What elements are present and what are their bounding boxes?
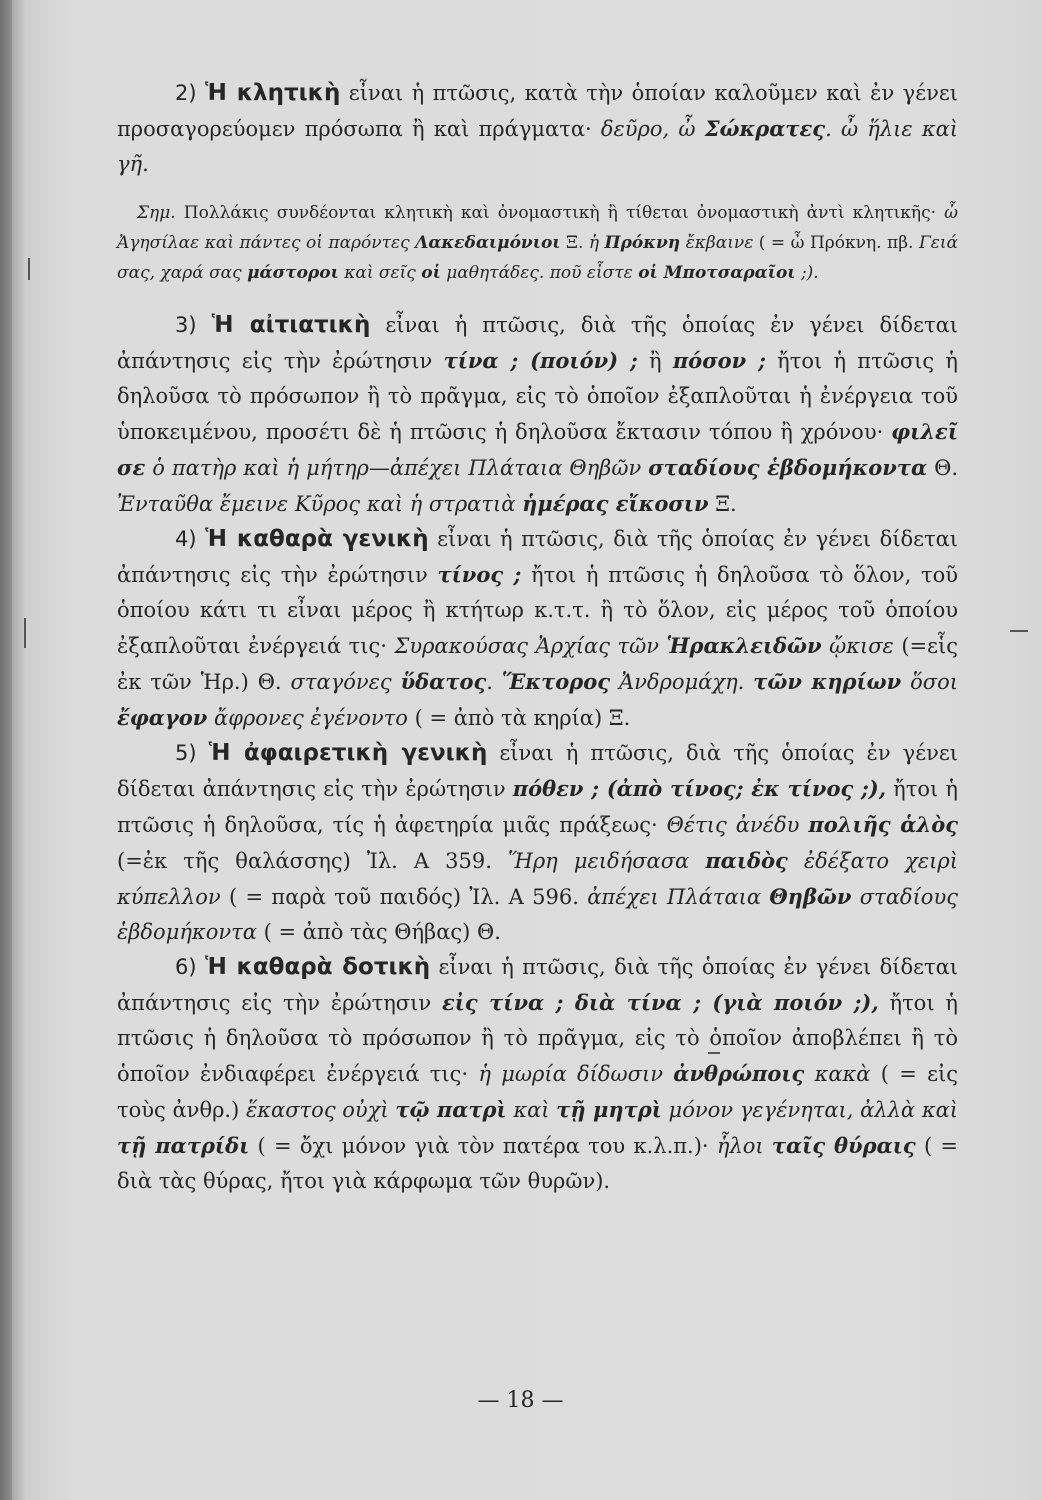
- example-text: Θέτις ἀνέδυ: [666, 813, 809, 837]
- emphasis-text: Σώκρατες: [704, 116, 826, 141]
- section-number: 5): [175, 741, 197, 765]
- emphasis-text: Θηβῶν: [769, 884, 852, 909]
- example-text: Ἥρη μειδήσασα: [507, 849, 706, 873]
- body-text: εἶναι ἡ πτῶσις, διὰ τῆς ὁποίας ἐν γένει δίδεται ἀπάντησις εἰς τὴν ἐρώτησιν: [117, 955, 958, 1015]
- body-text: Θ.: [927, 456, 958, 480]
- emphasis-text: μάστοροι: [247, 263, 339, 283]
- example-text: ἄφρονες ἐγένοντο: [207, 706, 408, 730]
- section-genitive: [117, 522, 958, 736]
- section-heading: Ἡ ἀφαιρετικὴ γενικὴ: [208, 740, 488, 766]
- example-text: Ἐνταῦθα ἔμεινε Κῦρος καὶ ἡ στρατιὰ: [117, 492, 523, 516]
- emphasis-text: τῷ πατρὶ: [395, 1097, 507, 1122]
- section-heading: Ἡ καθαρὰ γενικὴ: [205, 526, 429, 552]
- emphasis-text: ἀνθρώποις: [673, 1061, 805, 1086]
- body-text: ( = ἀπὸ τὰς Θήβας) Θ.: [256, 920, 501, 944]
- emphasis-text: Πρόκνη: [604, 233, 681, 253]
- body-text: ( = ὦ Πρόκνη. πβ.: [753, 233, 919, 253]
- example-text: καὶ σεῖς: [338, 263, 422, 283]
- emphasis-text: τίνα ; (ποιόν) ;: [443, 348, 638, 373]
- margin-mark: [24, 618, 26, 648]
- emphasis-text: ταῖς θύραις: [771, 1133, 916, 1158]
- section-accusative: [117, 308, 958, 522]
- body-text: ( = εἰς τοὺς ἀνθρ.): [117, 1062, 958, 1122]
- example-text: ;).: [795, 263, 819, 283]
- example-text: δεῦρο, ὦ: [600, 117, 705, 141]
- body-text: Ξ.: [708, 492, 737, 516]
- note-label: Σημ.: [137, 203, 176, 223]
- body-text: ἤτοι ἡ πτῶσις ἡ δηλοῦσα τὸ πρόσωπον ἢ τὸ πρᾶγμα, εἰς τὸ ὁποῖον ἀποβλέπει ἢ τὸ ὁποῖον ἐνδιαφέρει ἐνέργειά τις·: [117, 991, 958, 1086]
- emphasis-text: πολιῆς ἁλὸς: [808, 812, 958, 837]
- example-text: Συρακούσας Ἀρχίας τῶν: [394, 634, 667, 658]
- example-text: ᾤκισε: [821, 634, 894, 658]
- example-text: ἐδέξατο χειρὶ κύπελλον: [117, 849, 958, 909]
- emphasis-text: οἱ Μποτσαραῖοι: [638, 263, 796, 283]
- body-text: .: [486, 670, 502, 694]
- section-number: 4): [175, 527, 197, 551]
- body-text: (=ἐκ τῆς θαλάσσης) Ἰλ. Α 359.: [117, 849, 508, 873]
- section-vocative: [117, 76, 958, 182]
- section-number: 2): [175, 81, 197, 105]
- example-text: ἧλοι: [716, 1134, 772, 1158]
- section-heading: Ἡ αἰτιατικὴ: [211, 312, 371, 338]
- example-text: καὶ: [506, 1098, 557, 1122]
- margin-mark: [1010, 630, 1028, 632]
- section-heading: Ἡ κλητικὴ: [205, 80, 341, 106]
- example-text: Γειά σας, χαρά σας: [117, 233, 959, 283]
- section-ablative: [117, 736, 958, 950]
- example-text: ἀπέχει Πλάταια: [587, 885, 770, 909]
- example-text: ἕκαστος οὐχὶ: [246, 1098, 396, 1122]
- section-heading: Ἡ καθαρὰ δοτικὴ: [204, 954, 431, 980]
- emphasis-text: Λακεδαιμόνιοι: [415, 233, 561, 253]
- example-text: ἡ: [588, 233, 605, 253]
- body-text: ( = ἀπὸ τὰ κηρία) Ξ.: [407, 706, 631, 730]
- body-text: εἶναι ἡ πτῶσις, διὰ τῆς ὁποίας ἐν γένει δίδεται ἀπάντησις εἰς τὴν ἐρώτησιν: [117, 741, 958, 801]
- example-text: ὁ πατὴρ καὶ ἡ μήτηρ—ἀπέχει Πλάταια Θηβῶν: [145, 456, 649, 480]
- body-text: ἤτοι ἡ πτῶσις ἡ δηλοῦσα, τίς ἡ ἀφετηρία μιᾶς πράξεως·: [117, 777, 958, 837]
- margin-mark: [28, 258, 30, 280]
- emphasis-text: τῶν κηρίων: [753, 669, 902, 694]
- emphasis-text: ἡμέρας εἴκοσιν: [522, 491, 709, 516]
- body-text: εἶναι ἡ πτῶσις, διὰ τῆς ὁποίας ἐν γένει δίδεται ἀπάντησις εἰς τὴν ἐρώτησιν: [117, 313, 958, 373]
- example-text: σταδίους ἑβδομήκοντα: [117, 885, 958, 944]
- emphasis-text: Ἕκτορος: [501, 669, 611, 694]
- example-text: ἔκβαινε: [680, 233, 754, 253]
- example-text: μαθητάδες. ποῦ εἶστε: [440, 263, 639, 283]
- emphasis-text: τῇ πατρίδι: [117, 1133, 250, 1158]
- page-binding-edge: [0, 0, 12, 1500]
- emphasis-text: πόσον ;: [672, 348, 766, 373]
- example-text: μόνον γεγένηται, ἀλλὰ καὶ: [661, 1098, 958, 1122]
- body-text: ( = ὄχι μόνον γιὰ τὸν πατέρα του κ.λ.π.)·: [249, 1134, 717, 1158]
- emphasis-text: παιδὸς: [705, 848, 788, 873]
- body-text: ἢ: [637, 349, 673, 373]
- body-text: ( = διὰ τὰς θύρας, ἤτοι γιὰ κάρφωμα τῶν θυρῶν).: [117, 1134, 958, 1193]
- emphasis-text: τῇ μητρὶ: [556, 1097, 662, 1122]
- emphasis-text: Ἡρακλειδῶν: [666, 633, 822, 658]
- emphasis-text: φιλεῖ σε: [117, 419, 958, 480]
- body-text: εἶναι ἡ πτῶσις, διὰ τῆς ὁποίας ἐν γένει δίδεται ἀπάντησις εἰς τὴν ἐρώτησιν: [117, 527, 959, 587]
- emphasis-text: τίνος ;: [437, 562, 522, 587]
- example-text: κακὰ: [804, 1062, 871, 1086]
- emphasis-text: σταδίους ἑβδομήκοντα: [648, 455, 928, 480]
- body-text: Ξ.: [560, 233, 589, 253]
- body-text: (=εἷς ἐκ τῶν Ἡρ.) Θ.: [117, 634, 958, 694]
- example-text: ὅσοι: [901, 670, 959, 694]
- page-number: — 18 —: [477, 1388, 564, 1413]
- page-text: [117, 76, 958, 1199]
- emphasis-text: πόθεν ; (ἀπὸ τίνος; ἐκ τίνος ;),: [512, 776, 887, 801]
- body-text: Πολλάκις συνδέονται κλητικὴ καὶ ὀνομαστικὴ ἢ τίθεται ὀνομαστικὴ ἀντὶ κλητικῆς·: [175, 203, 945, 223]
- section-dative: [117, 950, 958, 1199]
- example-text: ὦ Ἀγησίλαε καὶ πάντες οἱ παρόντες: [117, 203, 958, 253]
- example-text: Ἀνδρομάχη.: [610, 670, 754, 694]
- section-number: 3): [175, 313, 197, 337]
- emphasis-text: οἱ: [421, 263, 441, 283]
- body-text: ( = παρὰ τοῦ παιδός) Ἰλ. Α 596.: [220, 885, 588, 909]
- example-text: σταγόνες: [290, 670, 401, 694]
- emphasis-text: ὕδατος: [400, 669, 487, 694]
- emphasis-text: ἔφαγον: [117, 705, 208, 730]
- section-number: 6): [175, 955, 197, 979]
- emphasis-text: εἰς τίνα ; διὰ τίνα ; (γιὰ ποιόν ;),: [441, 990, 879, 1015]
- example-text: . ὦ ἥλιε καὶ γῆ.: [117, 117, 959, 176]
- section-note: [117, 198, 958, 288]
- example-text: ἡ μωρία δίδωσιν: [478, 1062, 674, 1086]
- body-text: ἤτοι ἡ πτῶσις ἡ δηλοῦσα τὸ πρόσωπον ἢ τὸ πρᾶγμα, εἰς τὸ ὁποῖον ἐξαπλοῦται ἡ ἐνέργεια τοῦ ὑποκειμένου, προσέτι δὲ ἡ πτῶσις ἡ δηλοῦσα ἔκτασιν τόπου ἢ χρόνου·: [117, 349, 958, 444]
- body-text: ἤτοι ἡ πτῶσις ἡ δηλοῦσα τὸ ὅλον, τοῦ ὁποίου κάτι τι εἶναι μέρος ἢ κτήτωρ κ.τ.τ. ἢ τὸ ὅλον, εἰς μέρος τοῦ ὁποίου ἐξαπλοῦται ἐνέργειά τις·: [117, 563, 959, 658]
- body-text: εἶναι ἡ πτῶσις, κατὰ τὴν ὁποίαν καλοῦμεν καὶ ἐν γένει προσαγορεύομεν πρόσωπα ἢ καὶ πράγματα·: [117, 81, 958, 141]
